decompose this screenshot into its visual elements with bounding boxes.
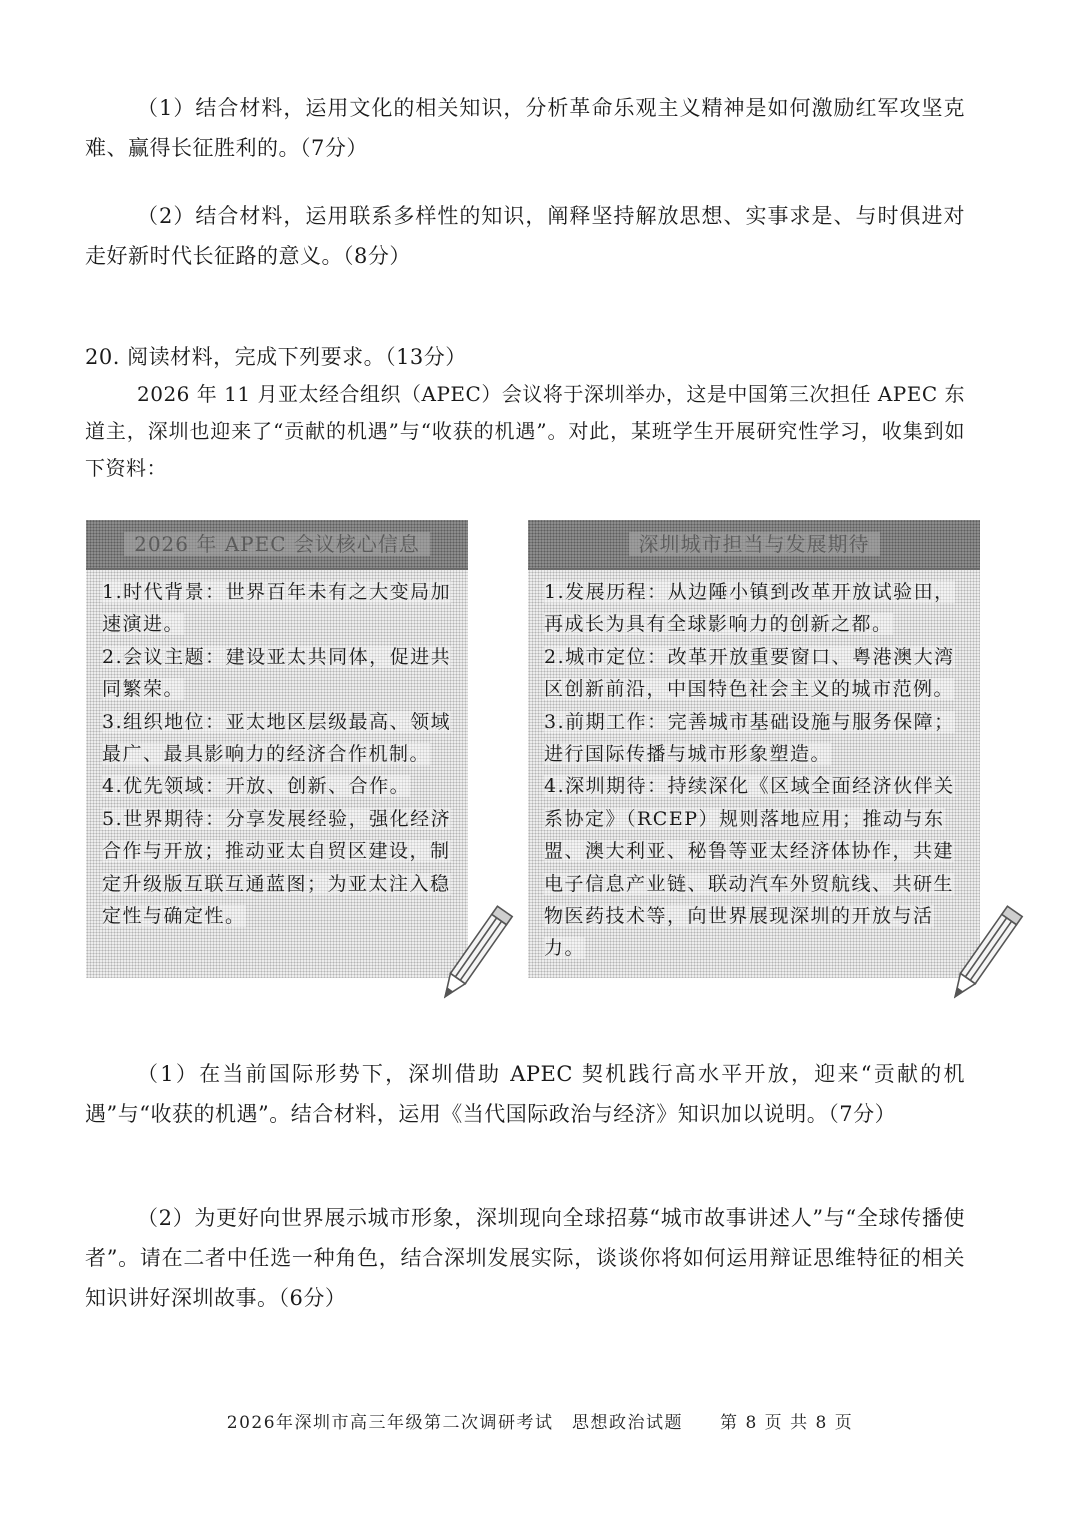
shenzhen-item: 4.深圳期待：持续深化《区域全面经济伙伴关系协定》（RCEP）规则落地应用；推动与东盟、澳大利亚、秘鲁等亚太经济体协作，共建电子信息产业链、联动汽车外贸航线、共研生物医药技术等，向世界展现深圳的开放与活力。 — [544, 775, 955, 960]
shenzhen-panel-title: 深圳城市担当与发展期待 — [528, 520, 980, 570]
apec-info-item: 3.组织地位：亚太地区层级最高、领域最广、最具影响力的经济合作机制。 — [102, 710, 452, 766]
page-footer: 2026年深圳市高三年级第二次调研考试 思想政治试题 第 8 页 共 8 页 — [226, 1413, 854, 1433]
question-19-part-2: （2）结合材料，运用联系多样性的知识，阐释坚持解放思想、实事求是、与时俱进对走好新时代长征路的意义。（8分） — [85, 204, 965, 268]
question-20-heading: 20. 阅读材料，完成下列要求。（13分） — [85, 345, 467, 369]
apec-info-list — [86, 570, 468, 932]
pencil-icon — [946, 898, 1024, 1010]
question-19-part-1: （1）结合材料，运用文化的相关知识，分析革命乐观主义精神是如何激励红军攻坚克难、赢得长征胜利的。（7分） — [85, 96, 965, 160]
shenzhen-list — [528, 570, 980, 965]
question-20-part-2: （2）为更好向世界展示城市形象，深圳现向全球招募“城市故事讲述人”与“全球传播使者”。请在二者中任选一种角色，结合深圳发展实际，谈谈你将如何运用辩证思维特征的相关知识讲好深圳故事。（6分） — [85, 1206, 965, 1310]
question-20-intro: 2026 年 11 月亚太经合组织（APEC）会议将于深圳举办，这是中国第三次担任 APEC 东道主，深圳也迎来了“贡献的机遇”与“收获的机遇”。对此，某班学生开展研究性学习，收集到如下资料： — [85, 382, 965, 480]
apec-info-item: 5.世界期待：分享发展经验，强化经济合作与开放；推动亚太自贸区建设，制定升级版互联互通蓝图；为亚太注入稳定性与确定性。 — [102, 807, 452, 928]
shenzhen-item: 3.前期工作：完善城市基础设施与服务保障；进行国际传播与城市形象塑造。 — [544, 710, 955, 766]
question-20-part-1: （1）在当前国际形势下，深圳借助 APEC 契机践行高水平开放，迎来“贡献的机遇”与“收获的机遇”。结合材料，运用《当代国际政治与经济》知识加以说明。（7分） — [85, 1062, 965, 1126]
pencil-icon — [436, 898, 514, 1010]
apec-info-item: 2.会议主题：建设亚太共同体，促进共同繁荣。 — [102, 645, 452, 701]
apec-info-panel-title: 2026 年 APEC 会议核心信息 — [86, 520, 468, 570]
shenzhen-item: 2.城市定位：改革开放重要窗口、粤港澳大湾区创新前沿，中国特色社会主义的城市范例。 — [544, 645, 955, 701]
shenzhen-panel — [528, 520, 980, 978]
apec-info-item: 1.时代背景：世界百年未有之大变局加速演进。 — [102, 581, 452, 636]
apec-info-panel — [86, 520, 468, 978]
apec-info-item: 4.优先领域：开放、创新、合作。 — [102, 775, 411, 798]
shenzhen-item: 1.发展历程：从边陲小镇到改革开放试验田，再成长为具有全球影响力的创新之都。 — [544, 581, 955, 636]
